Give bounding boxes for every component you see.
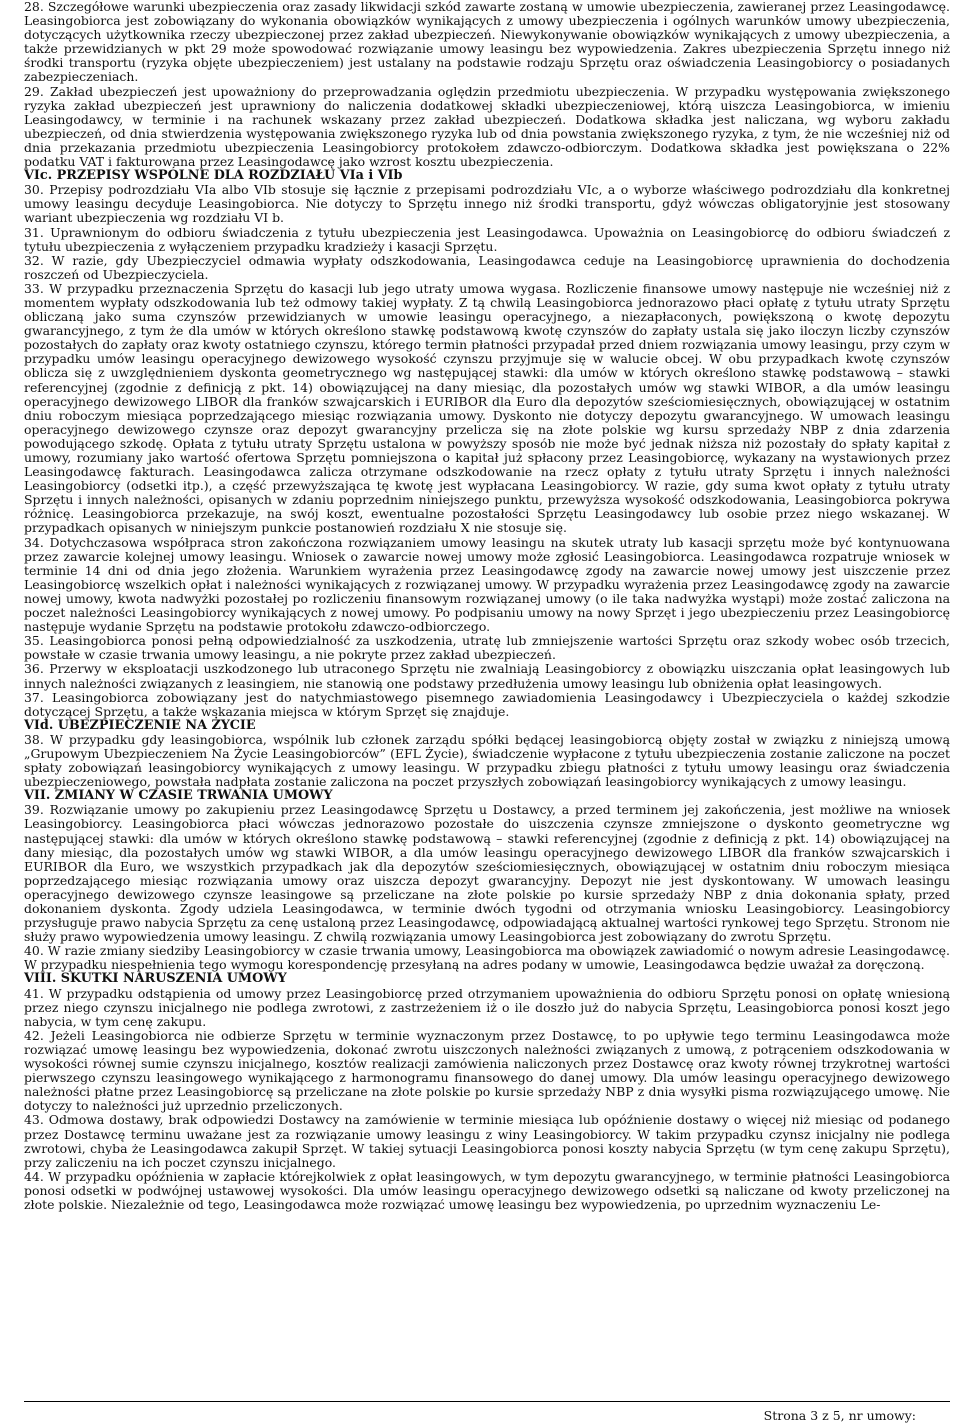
paragraph: 30. Przepisy podrozdziału VIa albo VIb stosuje się łącznie z przepisami podrozdziału VIc, a o wyborze właściwego podrozdziału dla konkretnej umowy leasingu decyduje Leasingobiorca. Nie dotyczy to Sprzętu innego niż środki transportu, gdyż wówczas obligatoryjnie jest stosowany wariant ubezpieczenia wg rozdziału VI b. [24, 182, 950, 226]
paragraph: 29. Zakład ubezpieczeń jest upoważniony do przeprowadzania oględzin przedmiotu ubezpieczenia. W przypadku występowania zwiększonego ryzyka zakład ubezpieczeń jest uprawniony do naliczenia dodatkowej składki ubezpieczeniowej, którą uiszcza Leasingobiorca, w imieniu Leasingodawcy, w terminie i na rachunek wskazany przez zakład ubezpieczeń. Dodatkowa składka jest naliczana, wg wyboru zakładu ubezpieczeń, od dnia stwierdzenia występowania zwiększonego ryzyka lub od dnia powstania zwiększonego ryzyka, z tym, że nie wcześniej niż od dnia przekazania przedmiotu ubezpieczenia Leasingobiorcy protokołem zdawczo-odbiorczym. Dodatkowa składka jest powiększana o 22% podatku VAT i fakturowana przez Leasingodawcę jako wzrost kosztu ubezpieczenia. [24, 83, 950, 170]
paragraph: 43. Odmowa dostawy, brak odpowiedzi Dostawcy na zamówienie w terminie miesiąca lub opóźnienie dostawy o więcej niż miesiąc od podanego przez Dostawcę terminu uważane jest za rozwiązanie umowy leasingu z winy Leasingobiorcy. W takim przypadku czynsz inicjalny nie podlega zwrotowi, chyba że Leasingodawca zakupił Sprzęt. W takiej sytuacji Leasingobiorca ponosi koszty nabycia Sprzętu (w tym cenę zakupu Sprzętu), przy zaliczeniu na ich poczet czynszu inicjalnego. [24, 1112, 950, 1170]
paragraph: 36. Przerwy w eksploatacji uszkodzonego lub utraconego Sprzętu nie zwalniają Leasingobiorcy z obowiązku uiszczania opłat leasingowych lub innych należności związanych z leasingiem, nie stanowią one podstawy przedłużenia umowy leasingu lub obniżenia opłat leasingowych. [24, 661, 950, 691]
document-body [24, 0, 950, 1212]
section-heading: VIc. PRZEPISY WSPÓLNE DLA ROZDZIAŁU VIa i VIb [24, 168, 403, 184]
section-heading: VId. UBEZPIECZENIE NA ŻYCIE [24, 717, 256, 733]
paragraph: 37. Leasingobiorca zobowiązany jest do natychmiastowego pisemnego zawiadomienia Leasingodawcy i Ubezpieczyciela o każdej szkodzie dotyczącej Sprzętu, a także wskazania miejsca w którym Sprzęt się znajduje. [24, 689, 950, 719]
paragraph: 32. W razie, gdy Ubezpieczyciel odmawia wypłaty odszkodowania, Leasingodawca ceduje na Leasingobiorcę uprawnienia do dochodzenia roszczeń od Ubezpieczyciela. [24, 252, 950, 282]
page-number-footer: Strona 3 z 5, nr umowy: [763, 1408, 916, 1423]
paragraph: 42. Jeżeli Leasingobiorca nie odbierze Sprzętu w terminie wyznaczonym przez Dostawcę, to po upływie tego terminu Leasingodawca może rozwiązać umowę leasingu bez wypowiedzenia, dokonać zwrotu uiszczonych należności związanych z umową, z potrąceniem odszkodowania w wysokości równej sumie czynszu inicjalnego, kosztów realizacji zamówienia naliczonych przez Dostawcę oraz kwoty równej trzykrotnej wartości pierwszego czynszu leasingowego wynikającego z harmonogramu finansowego do danej umowy. Dla umów leasingu operacyjnego dewizowego należności płatne przez Leasingobiorcę są przeliczane na złote polskie po kursie sprzedaży NBP z dnia wysyłki pisma rozwiązującego umowę. Nie dotyczy to należności już uprzednio przeliczonych. [24, 1027, 950, 1114]
footer-divider [24, 1401, 950, 1402]
paragraph: 35. Leasingobiorca ponosi pełną odpowiedzialność za uszkodzenia, utratę lub zmniejszenie wartości Sprzętu oraz szkody wobec osób trzecich, powstałe w czasie trwania umowy leasingu, a nie pokryte przez zakład ubezpieczeń. [24, 633, 950, 663]
paragraph: 28. Szczegółowe warunki ubezpieczenia oraz zasady likwidacji szkód zawarte zostaną w umowie ubezpieczenia, zawieranej przez Leasingodawcę. Leasingobiorca jest zobowiązany do wykonania obowiązków wynikających z umowy ubezpieczenia i ogólnych warunków umowy ubezpieczenia, dotyczących użytkownika rzeczy ubezpieczonej przez zakład ubezpieczeń. Niewykonywanie obowiązków wynikających z umowy ubezpieczenia, a także przewidzianych w pkt 29 może spowodować rozwiązanie umowy leasingu bez wypowiedzenia. Zakres ubezpieczenia Sprzętu innego niż środki transportu (ryzyka objęte ubezpieczeniem) jest ustalany na podstawie rodzaju Sprzętu oraz oświadczenia Leasingobiorcy o posiadanych zabezpieczeniach. [24, 0, 950, 85]
paragraph: 34. Dotychczasowa współpraca stron zakończona rozwiązaniem umowy leasingu na skutek utraty lub kasacji sprzętu może być kontynuowana przez zawarcie kolejnej umowy leasingu. Wniosek o zawarcie nowej umowy może zgłosić Leasingobiorca. Leasingodawca rozpatruje wniosek w terminie 14 dni od dnia jego złożenia. Warunkiem wyrażenia przez Leasingodawcę zgody na zawarcie nowej umowy jest uiszczenie przez Leasingobiorcę wszelkich opłat i należności wynikających z rozwiązanej umowy. W przypadku wyrażenia przez Leasingodawcę zgody na zawarcie nowej umowy, kwota nadwyżki pozostałej po rozliczeniu finansowym rozwiązanej umowy (o ile taka nadwyżka wystąpi) może zostać zaliczona na poczet należności Leasingobiorcy wynikających z nowej umowy. Po podpisaniu umowy na nowy Sprzęt i jego ubezpieczeniu przez Leasingobiorcę następuje wydanie Sprzętu na podstawie protokołu zdawczo-odbiorczego. [24, 534, 950, 635]
paragraph: 39. Rozwiązanie umowy po zakupieniu przez Leasingodawcę Sprzętu u Dostawcy, a przed terminem jej zakończenia, jest możliwe na wniosek Leasingobiorcy. Leasingobiorca płaci wówczas jednorazowo pozostałe do uiszczenia czynsze zmniejszone o dyskonto geometryczne wg następującej stawki: dla umów w których określono stawkę podstawową – stawki referencyjnej (zgodnie z definicją z pkt. 14) obowiązującej na dany miesiąc, dla pozostałych umów wg stawki WIBOR, a dla umów leasingu operacyjnego dewizowego LIBOR dla franków szwajcarskich i EURIBOR dla Euro, we wszystkich przypadkach jak dla depozytów sześciomiesięcznych, obowiązującej w ostatnim dniu roboczym miesiąca poprzedzającego miesiąc rozwiązania umowy oraz uiszcza depozyt gwarancyjny. Depozyt nie jest dyskontowany. W umowach leasingu operacyjnego dewizowego czynsze leasingowe są przeliczane na złote polskie po kursie sprzedaży NBP z dnia dokonania spłaty, przed dokonaniem dyskonta. Zgody udziela Leasingodawca, w terminie dwóch tygodni od otrzymania wniosku Leasingobiorcy. Leasingobiorcy przysługuje prawo nabycia Sprzętu za cenę ustaloną przez Leasingodawcę, odpowiadającą aktualnej wartości rynkowej tego Sprzętu. Stronom nie służy prawo wypowiedzenia umowy leasingu. Z chwilą rozwiązania umowy Leasingobiorca jest zobowiązany do zwrotu Sprzętu. [24, 802, 950, 945]
paragraph: 38. W przypadku gdy leasingobiorca, wspólnik lub członek zarządu spółki będącej leasingobiorcą objęty został w związku z niniejszą umową „Grupowym Ubezpieczeniem Na Życie Leasingobiorców” (EFL Życie), świadczenie wypłacone z tytułu ubezpieczenia zostanie zaliczone na poczet spłaty zobowiązań leasingobiorcy wynikających z umowy leasingu. W przypadku zbiegu płatności z tytułu umowy leasingu oraz świadczenia ubezpieczeniowego, powstała nadpłata zostanie zaliczona na poczet przyszłych zobowiązań leasingobiorcy wynikających z umowy leasingu. [24, 731, 950, 790]
paragraph: 44. W przypadku opóźnienia w zapłacie którejkolwiek z opłat leasingowych, w tym depozytu gwarancyjnego, w terminie płatności Leasingobiorca ponosi odsetki w podwójnej ustawowej wysokości. Dla umów leasingu operacyjnego dewizowego odsetki są naliczane od kwoty przeliczonej na złote polskie. Niezależnie od tego, Leasingodawca może rozwiązać umowę leasingu bez wypowiedzenia, po uprzednim wyznaczeniu Le- [24, 1168, 950, 1212]
section-heading: VIII. SKUTKI NARUSZENIA UMOWY [24, 971, 287, 987]
section-heading: VII. ZMIANY W CZASIE TRWANIA UMOWY [24, 788, 333, 804]
paragraph: 41. W przypadku odstąpienia od umowy przez Leasingobiorcę przed otrzymaniem upoważnienia do odbioru Sprzętu ponosi on opłatę wniesioną przez niego czynszu inicjalnego nie podlega zwrotowi, z zastrzeżeniem iż o ile doszło już do nabycia Sprzętu, Leasingobiorca ponosi koszt jego nabycia, w tym cenę zakupu. [24, 985, 950, 1029]
paragraph: 40. W razie zmiany siedziby Leasingobiorcy w czasie trwania umowy, Leasingobiorca ma obowiązek zawiadomić o nowym adresie Leasingodawcę. W przypadku niespełnienia tego wymogu korespondencję przesyłaną na adres podany w umowie, Leasingodawca będzie uważał za doręczoną. [24, 943, 950, 973]
paragraph: 31. Uprawnionym do odbioru świadczenia z tytułu ubezpieczenia jest Leasingodawca. Upoważnia on Leasingobiorcę do odbioru świadczeń z tytułu ubezpieczenia z wyłączeniem przypadku kradzieży i kasacji Sprzętu. [24, 224, 950, 254]
paragraph: 33. W przypadku przeznaczenia Sprzętu do kasacji lub jego utraty umowa wygasa. Rozliczenie finansowe umowy następuje nie wcześniej niż z momentem wypłaty odszkodowania lub też odmowy takiej wypłaty. Z tą chwilą Leasingobiorca jednorazowo płaci opłatę z tytułu utraty Sprzętu obliczaną jako suma czynszów przewidzianych w umowie leasingu operacyjnego, a niezapłaconych, powiększoną o kwotę depozytu gwarancyjnego, z tym że dla umów w których określono stawkę podstawową kwotę czynszów do zapłaty ustala się jako iloczyn liczby czynszów pozostałych do zapłaty oraz kwoty ostatniego czynszu, którego termin płatności przypadał przed dniem rozwiązania umowy leasingu, przy czym w przypadku umów leasingu operacyjnego dewizowego wysokość czynszu przyjmuje się w walucie obcej. W obu przypadkach kwotę czynszów oblicza się z uwzględnieniem dyskonta geometrycznego wg następującej stawki: dla umów w których określono stawkę podstawową – stawki referencyjnej (zgodnie z definicją z pkt. 14) obowiązującej na dany miesiąc, dla pozostałych umów wg stawki WIBOR, a dla umów leasingu operacyjnego dewizowego LIBOR dla franków szwajcarskich i EURIBOR dla Euro dla depozytów sześciomiesięcznych, obowiązującej w ostatnim dniu roboczym miesiąca poprzedzającego miesiąc rozwiązania umowy. Dyskonto nie dotyczy depozytu gwarancyjnego. W umowach leasingu operacyjnego dewizowego czynsze oraz depozyt gwarancyjny przelicza się na złote polskie wg kursu sprzedaży NBP z dnia zdarzenia powodującego szkodę. Opłata z tytułu utraty Sprzętu ustalona w powyższy sposób nie może być jednak niższa niż pozostały do spłaty kapitał z umowy, rozumiany jako wartość ofertowa Sprzętu pomniejszona o kapitał już spłacony przez Leasingobiorcę, wykazany na wystawionych przez Leasingodawcę fakturach. Leasingodawca zalicza otrzymane odszkodowanie na rzecz opłaty z tytułu utraty Sprzętu i innych należności Leasingobiorcy (odsetki itp.), a część przewyższająca tę kwotę jest wypłacana Leasingobiorcy. W razie, gdy suma kwot opłaty z tytułu utraty Sprzętu i innych należności, opisanych w zdaniu poprzednim niniejszego punktu, przewyższa wysokość odszkodowania, Leasingobiorca pokrywa różnicę. Leasingobiorca przekazuje, na swój koszt, ewentualne pozostałości Sprzętu Leasingodawcy lub osobie przez niego wskazanej. W przypadkach opisanych w niniejszym punkcie postanowień rozdziału X nie stosuje się. [24, 280, 950, 536]
